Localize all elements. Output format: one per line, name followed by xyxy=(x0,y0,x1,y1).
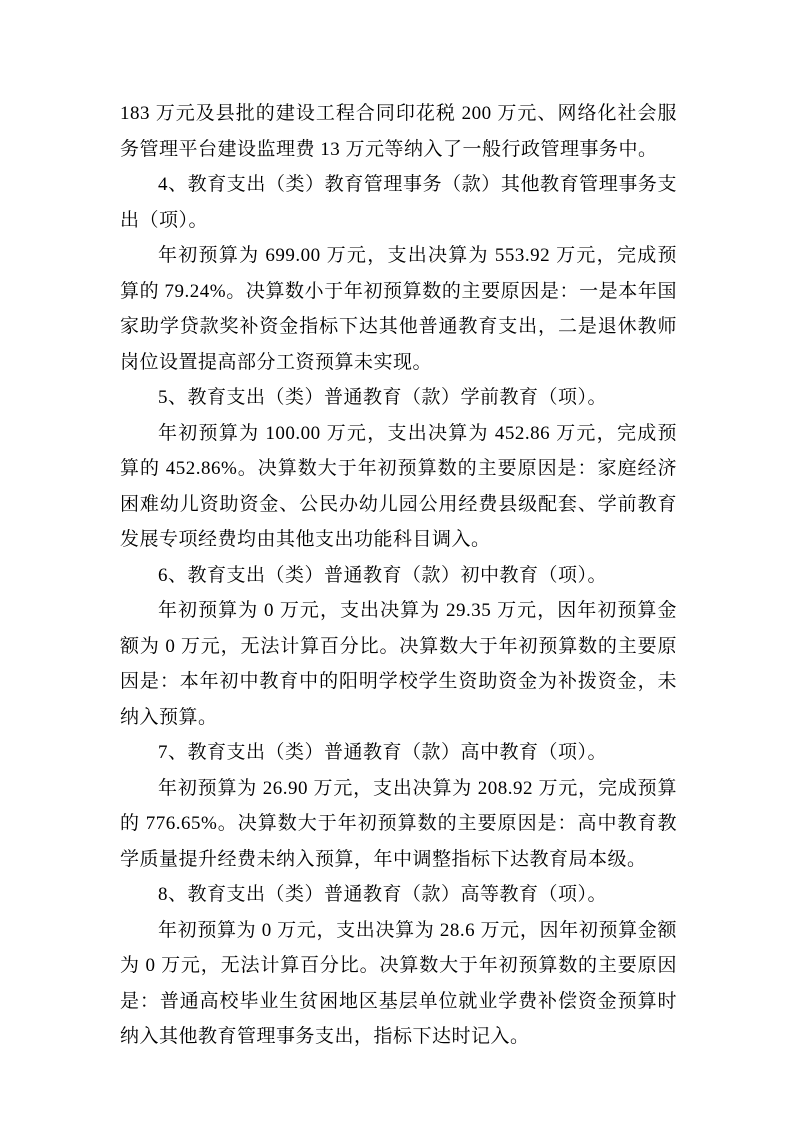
paragraph-section-6-detail: 年初预算为 0 万元，支出决算为 29.35 万元，因年初预算金额为 0 万元，无法计算百分比。决算数大于年初预算数的主要原因是：本年初中教育中的阳明学校学生资助资金为补拨资金，未纳入预算。 xyxy=(120,600,677,728)
paragraph-section-4-heading: 4、教育支出（类）教育管理事务（款）其他教育管理事务支出（项）。 xyxy=(120,174,677,231)
paragraph-section-5-heading: 5、教育支出（类）普通教育（款）学前教育（项）。 xyxy=(158,387,608,408)
paragraph-section-7-detail: 年初预算为 26.90 万元，支出决算为 208.92 万元，完成预算的 776.65%。决算数大于年初预算数的主要原因是：高中教育教学质量提升经费未纳入预算，年中调整指标下达教育局本级。 xyxy=(120,777,677,870)
paragraph-section-6-heading: 6、教育支出（类）普通教育（款）初中教育（项）。 xyxy=(158,564,608,586)
paragraph-continuation: 183 万元及县批的建设工程合同印花税 200 万元、网络化社会服务管理平台建设监理费 13 万元等纳入了一般行政管理事务中。 xyxy=(120,103,677,160)
paragraph-section-8-detail: 年初预算为 0 万元，支出决算为 28.6 万元，因年初预算金额为 0 万元，无法计算百分比。决算数大于年初预算数的主要原因是：普通高校毕业生贫困地区基层单位就业学费补偿资金预算时纳入其他教育管理事务支出，指标下达时记入。 xyxy=(120,919,677,1047)
paragraph-section-7-heading: 7、教育支出（类）普通教育（款）高中教育（项）。 xyxy=(158,742,608,763)
paragraph-section-8-heading: 8、教育支出（类）普通教育（款）高等教育（项）。 xyxy=(158,884,608,905)
paragraph-section-4-detail: 年初预算为 699.00 万元，支出决算为 553.92 万元，完成预算的 79.24%。决算数小于年初预算数的主要原因是：一是本年国家助学贷款奖补资金指标下达其他普通教育支出，二是退休教师岗位设置提高部分工资预算未实现。 xyxy=(120,245,677,373)
paragraph-section-5-detail: 年初预算为 100.00 万元，支出决算为 452.86 万元，完成预算的 452.86%。决算数大于年初预算数的主要原因是：家庭经济困难幼儿资助资金、公民办幼儿园公用经费县级配套、学前教育发展专项经费均由其他支出功能科目调入。 xyxy=(120,422,677,550)
document-body xyxy=(120,96,677,1055)
